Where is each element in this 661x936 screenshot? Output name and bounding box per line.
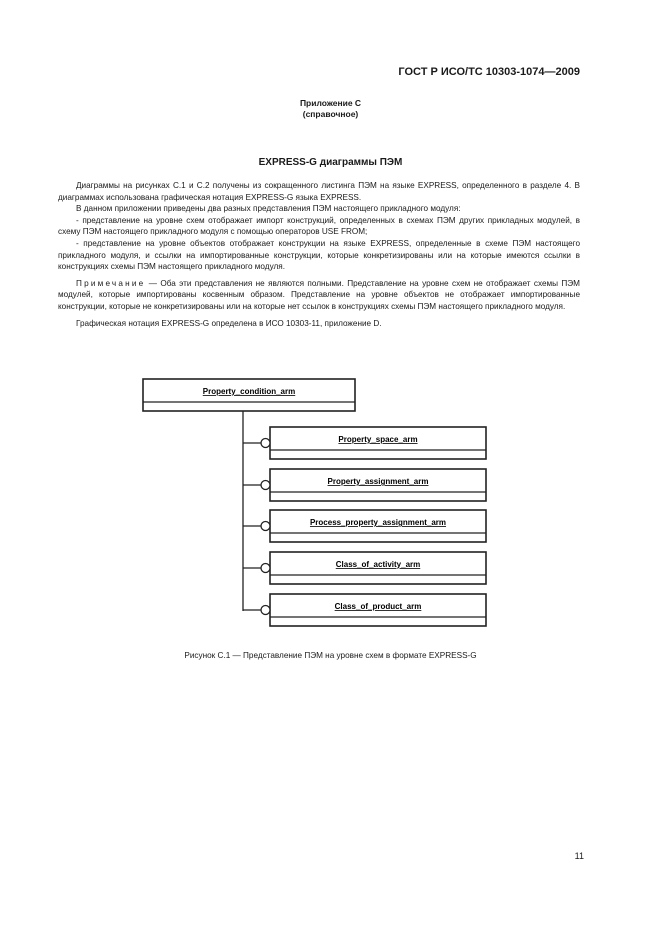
paragraph-5: Графическая нотация EXPRESS-G определена в ИСО 10303-11, приложение D. xyxy=(76,318,382,328)
child-entity-property-space-arm xyxy=(243,427,486,459)
child-entity-property-assignment-arm xyxy=(243,469,486,501)
relationship-circle-icon xyxy=(261,481,270,490)
paragraph-4: - представление на уровне объектов отображает конструкции на языке EXPRESS, определенные в схеме ПЭМ настоящего прикладного модуля, и ссылки на импортированные конструкции, которые конкретизированы или на которые имеются ссылки в конструкциях схемы ПЭМ настоящего прикладного модуля. xyxy=(58,238,580,272)
root-entity-box xyxy=(143,379,355,411)
entity-label: Property_space_arm xyxy=(338,435,418,444)
child-entity-process-property-assignment-arm xyxy=(243,510,486,542)
page-number: 11 xyxy=(574,851,584,861)
standard-header: ГОСТ Р ИСО/ТС 10303-1074—2009 xyxy=(398,66,580,78)
relationship-circle-icon xyxy=(261,522,270,531)
entity-label: Class_of_activity_arm xyxy=(335,560,421,569)
note-text: — Оба эти представления не являются полными. Представление на уровне схем не отображает схемы ПЭМ модулей, которые импортированы косвенным образом. Представление на уровне объектов не отображает импортированные конструкции, которые не конкретизированы или на которые нет ссылок в конструкциях схемы ПЭМ настоящего прикладного модуля. xyxy=(58,278,580,311)
entity-label: Process_property_assignment_arm xyxy=(309,518,447,527)
appendix-title: Приложение С xyxy=(299,98,362,108)
figure-caption: Рисунок С.1 — Представление ПЭМ на уровне схем в формате EXPRESS-G xyxy=(184,651,477,660)
paragraph-3: - представление на уровне схем отображает импорт конструкций, определенных в схемах ПЭМ других прикладных модулей, в схему ПЭМ настоящего прикладного модуля с помощью операторов USE FROM; xyxy=(58,215,580,237)
root-entity-label: Property_condition_arm xyxy=(202,387,296,396)
child-entity-class-of-activity-arm xyxy=(243,552,486,584)
note-label: Примечание xyxy=(76,278,146,288)
appendix-subtitle: (справочное) xyxy=(302,109,359,119)
relationship-circle-icon xyxy=(261,439,270,448)
entity-label: Property_assignment_arm xyxy=(327,477,429,486)
entity-label: Class_of_product_arm xyxy=(334,602,422,611)
child-entity-class-of-product-arm xyxy=(243,594,486,626)
child-entities xyxy=(243,427,486,626)
relationship-circle-icon xyxy=(261,564,270,573)
relationship-circle-icon xyxy=(261,606,270,615)
paragraph-2: В данном приложении приведены два разных представления ПЭМ настоящего прикладного модуля: xyxy=(76,204,461,214)
section-title: EXPRESS-G диаграммы ПЭМ xyxy=(258,157,403,168)
paragraph-1: Диаграммы на рисунках С.1 и С.2 получены из сокращенного листинга ПЭМ на языке EXPRESS, определенного в разделе 4. В диаграммах использована графическая нотация EXPRESS-G языка EXPRESS. xyxy=(58,181,580,202)
